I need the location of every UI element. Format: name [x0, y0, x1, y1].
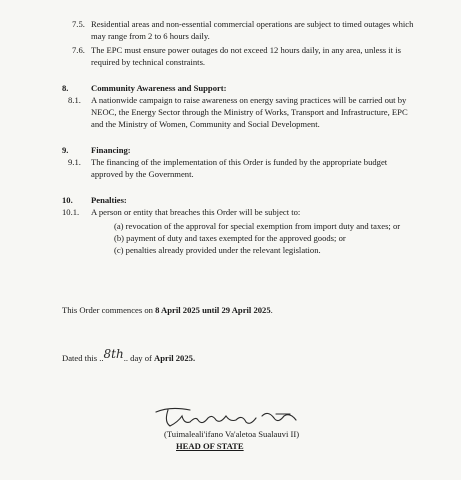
- signatory-title: HEAD OF STATE: [176, 441, 244, 451]
- dated-prefix: Dated this ..: [62, 353, 104, 363]
- section-number: 10.: [62, 195, 73, 205]
- clause-text: and the Ministry of Women, Community and Social Development.: [91, 119, 320, 129]
- list-item: (c) penalties already provided under the relevant legislation.: [114, 245, 321, 255]
- handwritten-day: 8th: [103, 347, 124, 361]
- section-number: 9.: [62, 145, 69, 155]
- clause-text: A person or entity that breaches this Order will be subject to:: [91, 207, 301, 217]
- clause-text: required by technical constraints.: [91, 57, 206, 67]
- clause-number: 7.5.: [72, 19, 85, 29]
- list-item: (b) payment of duty and taxes exempted for the approved goods; or: [114, 233, 346, 243]
- dated-line: [62, 347, 196, 364]
- clause-number: 9.1.: [68, 157, 81, 167]
- commencement-prefix: This Order commences on: [62, 305, 156, 315]
- section-number: 8.: [62, 83, 69, 93]
- clause-number: 10.1.: [62, 207, 80, 217]
- dated-mid: .. day of: [123, 353, 155, 363]
- section-heading: Financing:: [91, 145, 131, 155]
- commencement-suffix: .: [270, 305, 273, 315]
- commencement-dates: 8 April 2025 until 29 April 2025: [155, 305, 271, 315]
- clause-text: Residential areas and non-essential commercial operations are subject to timed outages which: [91, 19, 414, 29]
- clause-text: approved by the Government.: [91, 169, 194, 179]
- clause-text: A nationwide campaign to raise awareness on energy saving practices will be carried out by: [91, 95, 407, 105]
- section-heading: Penalties:: [91, 195, 127, 205]
- clause-text: NEOC, the Energy Sector through the Ministry of Works, Transport and Infrastructure, EPC: [91, 107, 408, 117]
- signatory-name: (Tuimaleali'ifano Va'aletoa Sualauvi II): [164, 429, 300, 439]
- clause-number: 7.6.: [72, 45, 85, 55]
- clause-number: 8.1.: [68, 95, 81, 105]
- list-item: (a) revocation of the approval for special exemption from import duty and taxes; or: [114, 221, 401, 231]
- dated-month: April 2025.: [154, 353, 196, 363]
- commencement-line: [62, 305, 273, 316]
- clause-text: The financing of the implementation of this Order is funded by the appropriate budget: [91, 157, 388, 167]
- clause-text: may range from 2 to 6 hours daily.: [91, 31, 210, 41]
- clause-text: The EPC must ensure power outages do not exceed 12 hours daily, in any area, unless it is: [91, 45, 401, 55]
- section-heading: Community Awareness and Support:: [91, 83, 227, 93]
